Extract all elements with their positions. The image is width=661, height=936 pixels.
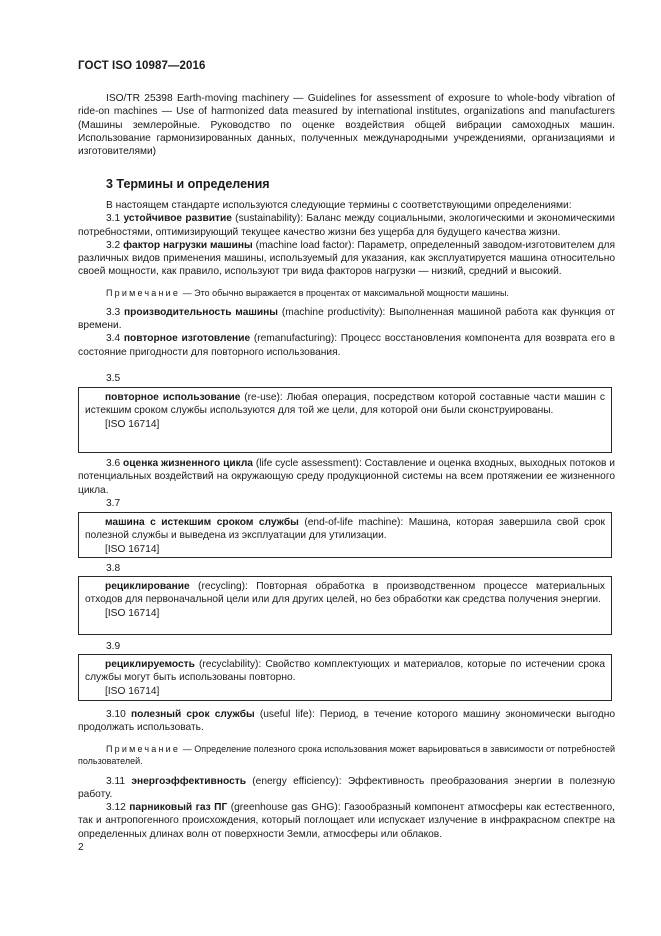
source-reference: [ISO 16714] <box>105 543 160 555</box>
term-box-3-7 <box>78 512 612 558</box>
term-3-10: 3.10 полезный срок службы (useful life): Период, в течение которого машину экономически выгодно продолжать использовать. <box>78 709 615 734</box>
term-definition: (re-use): Любая операция, посредством которой составные части машин с истекшим сроком службы используются для той же цели, для которой они были сконструированы. <box>85 392 605 417</box>
standard-header: ГОСТ ISO 10987—2016 <box>78 60 206 72</box>
term-name: рециклируемость <box>105 659 195 670</box>
term-3-9 <box>85 658 605 685</box>
term-number-3-7: 3.7 <box>106 498 121 509</box>
term-definition: (recycling): Повторная обработка в производственном процессе материальных отходов для первоначальной цели или для других целей, но без обработки как средства получения энергии. <box>85 581 605 606</box>
term-definition: (energy efficiency): Эффективность преобразования энергии в полезную работу. <box>78 775 615 800</box>
term-3-8 <box>85 580 605 607</box>
term-definition: (machine productivity): Выполненная машиной работа как функция от времени. <box>78 306 615 332</box>
term-name: полезный срок службы <box>130 709 255 720</box>
normative-reference <box>78 92 615 158</box>
term-box-3-9 <box>78 654 612 701</box>
terms-block-3 <box>78 708 615 841</box>
term-definition: (end-of-life machine): Машина, которая завершила свой срок полезной службы и выведена из эксплуатации для утилизации. <box>85 517 605 542</box>
note-3-10: Примечание — Определение полезного срока использования может варьироваться в зависимости от потребностей пользователей. <box>78 743 615 766</box>
term-name: оценка жизненного цикла <box>123 458 253 469</box>
term-name: повторное изготовление <box>123 333 251 345</box>
term-definition: (greenhouse gas GHG): Газообразный компонент атмосферы как естественного, так и антропогенного происхождения, который поглощает или испускает излучение в инфракрасном спектре на определенных длинах волн от поверхности Земли, атмосферы или облаков. <box>78 802 615 840</box>
section-lead: В настоящем стандарте используются следующие термины с соответствующими определениями: <box>106 200 572 211</box>
section-title: 3 Термины и определения <box>106 177 270 191</box>
term-number-3-8: 3.8 <box>106 563 121 574</box>
term-number-3-9: 3.9 <box>106 641 121 652</box>
term-name: рециклирование <box>105 581 190 592</box>
term-definition: (machine load factor): Параметр, определенный заводом-изготовителем для различных видов применения машины, используемый для указания, как эксплуатируется машина относительно своей мощности, как правило, используют три вида факторов нагрузки — низкий, средний и высокий. <box>78 239 615 278</box>
term-3-3: 3.3 производительность машины (machine productivity): Выполненная машиной работа как функция от времени. <box>78 306 615 332</box>
term-box-3-8 <box>78 576 612 635</box>
term-box-3-5 <box>78 387 612 453</box>
term-name: энергоэффективность <box>131 775 246 787</box>
term-name: фактор нагрузки машины <box>123 239 253 251</box>
term-name: производительность машины <box>124 306 278 318</box>
term-3-11: 3.11 энергоэффективность (energy efficiency): Эффективность преобразования энергии в полезную работу. <box>78 775 615 800</box>
term-name: машина с истекшим сроком службы <box>105 517 299 528</box>
term-definition: (life cycle assessment): Составление и оценка входных, выходных потоков и потенциальных воздействий на окружающую среду продукционной системы на всем протяжении ее жизненного цикла. <box>78 458 615 496</box>
term-number-3-5: 3.5 <box>106 373 121 384</box>
term-3-2: 3.2 фактор нагрузки машины (machine load factor): Параметр, определенный заводом-изготовителем для различных видов применения машины, используемый для указания, как эксплуатируется машина относительно своей мощности, как правило, используют три вида факторов нагрузки — низкий, средний и высокий. <box>78 239 615 278</box>
term-3-6: 3.6 оценка жизненного цикла (life cycle assessment): Составление и оценка входных, выходных потоков и потенциальных воздействий на окружающую среду продукционной системы на всем протяжении ее жизненного цикла. <box>78 458 615 496</box>
term-3-12: 3.12 парниковый газ ПГ (greenhouse gas GHG): Газообразный компонент атмосферы как естественного, так и антропогенного происхождения, который поглощает или испускает излучение в инфракрасном спектре на определенных длинах волн от поверхности Земли, атмосферы или облаков. <box>78 802 615 840</box>
source-reference: [ISO 16714] <box>105 685 160 697</box>
term-definition: (remanufacturing): Процесс восстановления компонента для возврата его в состояние пригодности для повторного использования. <box>78 333 615 358</box>
term-name: устойчивое развитие <box>123 213 232 225</box>
terms-block-1 <box>78 199 615 359</box>
source-reference: [ISO 16714] <box>105 607 160 619</box>
term-name: парниковый газ ПГ <box>129 802 228 814</box>
term-3-7 <box>85 516 605 543</box>
terms-block-2 <box>78 457 615 497</box>
source-reference: [ISO 16714] <box>105 418 160 430</box>
term-definition: (recyclability): Свойство комплектующих и материалов, которые по истечении срока службы могут быть использованы повторно. <box>85 659 605 684</box>
term-name: повторное использование <box>105 392 241 403</box>
note-label: Примечание <box>106 287 181 298</box>
term-3-5 <box>85 391 605 418</box>
term-definition: (sustainability): Баланс между социальными, экологическими и экономическими потребностями, оптимизирующий текущее качество жизни без ущерба для будущего качества жизни. <box>78 213 615 238</box>
term-definition: (useful life): Период, в течение которого машину экономически выгодно продолжать использовать. <box>78 709 615 734</box>
note-label: Примечание <box>106 743 181 754</box>
term-3-1: 3.1 устойчивое развитие (sustainability): Баланс между социальными, экологическими и экономическими потребностями, оптимизирующий текущее качество жизни без ущерба для будущего качества жизни. <box>78 213 615 238</box>
reference-iso-tr-25398: ISO/TR 25398 Earth-moving machinery — Guidelines for assessment of exposure to whole-body vibration of ride-on machines — Use of harmonized data measured by international institutes, organizations and manufacturers (Машины землеройные. Руководство по оценке воздействия общей вибрации самоходных машин. Использование гармонизированных данных, полученных международными учреждениями, организациями и изготовителями) <box>78 93 615 158</box>
page-number: 2 <box>78 842 84 853</box>
term-3-4: 3.4 повторное изготовление (remanufacturing): Процесс восстановления компонента для возврата его в состояние пригодности для повторного использования. <box>78 333 615 358</box>
note-3-2: Примечание — Это обычно выражается в процентах от максимальной мощности машины. <box>106 287 509 298</box>
